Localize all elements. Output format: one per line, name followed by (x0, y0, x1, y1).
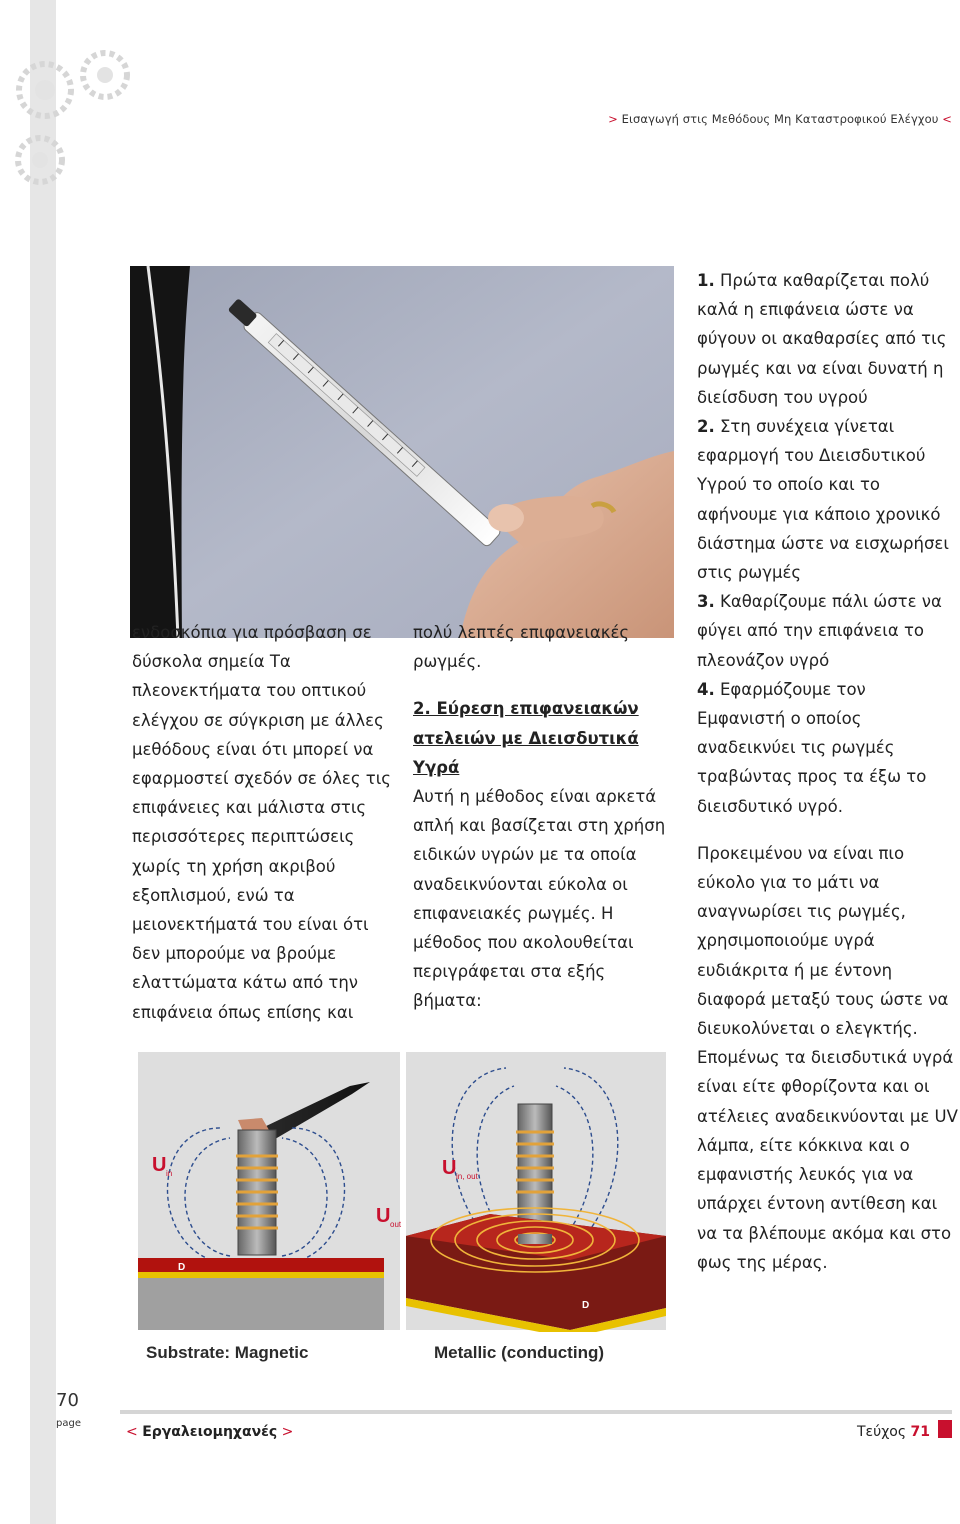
step-3 (697, 587, 959, 675)
section-subheading: 2. Εύρεση επιφανειακών ατελειών με Διεισδυτικά Υγρά (413, 699, 639, 777)
magazine-name (126, 1424, 293, 1440)
right-d-label: D (582, 1300, 590, 1311)
page-number: 70 (56, 1390, 79, 1411)
left-uout-sub: out (390, 1220, 402, 1229)
header-title: Εισαγωγή στις Μεθόδους Μη Καταστροφικού Ελέγχου (621, 112, 939, 126)
column-2 (413, 618, 675, 1016)
col2-intro: πολύ λεπτές επιφανειακές ρωγμές. (413, 623, 630, 672)
col3-closing: Προκειμένου να είναι πιο εύκολο για το μάτι να αναγνωρίσει τις ρωγμές, χρησιμοποιούμε υγρά ευδιάκριτα ή με έντονη διαφορά μεταξύ τους ώστε να διευκολύνεται ο ελεγκτής. Επομένως τα διεισδυτικά υγρά είναι είτε φθορίζοντα και οι ατέλειες αναδεικνύονται με UV λάμπα, είτε κόκκινα και ο εμφανιστής λευκός για να υπάρχει έντονη αντίθεση και να τα βλέπουμε ακόμα και στο φως της μέρας. (697, 843, 958, 1272)
page-word: page (56, 1418, 81, 1429)
issue-info (857, 1424, 930, 1440)
issue-number: 71 (910, 1424, 930, 1440)
step-3-number: 3. (697, 592, 715, 612)
left-uin-label: U (152, 1154, 167, 1176)
step-1 (697, 266, 959, 412)
left-uout-label: U (376, 1205, 391, 1227)
substrate-left-label: Substrate: Magnetic (146, 1343, 309, 1362)
col2-body: Αυτή η μέθοδος είναι αρκετά απλή και βασίζεται στη χρήση ειδικών υγρών με τα οποία αναδεικνύονται εύκολα οι επιφανειακές ρωγμές. Η μέθοδος που ακολουθείται περιγράφεται στα εξής βήματα: (413, 787, 666, 1011)
step-3-text: Καθαρίζουμε πάλι ώστε να φύγει από την επιφάνεια το πλεονάζον υγρό (697, 592, 942, 670)
magazine-right-mark: > (281, 1424, 294, 1440)
magazine-title: Εργαλειομηχανές (142, 1424, 278, 1440)
measurement-diagram (130, 1046, 674, 1376)
side-strip (30, 0, 56, 1524)
step-1-number: 1. (697, 271, 715, 290)
left-d-label: D (178, 1262, 186, 1273)
header-left-mark: > (608, 112, 618, 126)
step-4-text: Εφαρμόζουμε τον Εμφανιστή ο οποίος αναδεικνύει τις ρωγμές τραβώντας προς τα έξω το διεισδυτικό υγρό. (697, 679, 927, 816)
col1-text: ενδοσκόπια για πρόσβαση σε δύσκολα σημεία Τα πλεονεκτήματα του οπτικού ελέγχου σε σύγκριση με άλλες μεθόδους είναι ότι μπορεί να εφαρμοστεί σχεδόν σε όλες τις επιφάνειες και μάλιστα στις περισσότερες περιπτώσεις χωρίς τη χρήση ακριβού εξοπλισμού, ενώ τα μειονεκτήματά του είναι ότι δεν μπορούμε να βρούμε ελαττώματα κάτω από την επιφάνεια όπως επίσης και (132, 623, 391, 1022)
left-uin-sub: in (166, 1169, 173, 1178)
step-2-number: 2. (697, 417, 715, 437)
step-4-number: 4. (697, 679, 715, 699)
column-1 (132, 618, 394, 1027)
substrate-right-label: Metallic (conducting) (434, 1343, 604, 1362)
magazine-left-mark: < (126, 1424, 138, 1440)
step-2 (697, 412, 959, 587)
gauge-photo (130, 266, 674, 638)
step-1-text: Πρώτα καθαρίζεται πολύ καλά η επιφάνεια ώστε να φύγουν οι ακαθαρσίες από τις ρωγμές και να είναι δυνατή η διείσδυση του υγρού (697, 271, 947, 407)
running-header (608, 112, 952, 126)
step-2-text: Στη συνέχεια γίνεται εφαρμογή του Διεισδυτικού Υγρού το οποίο και το αφήνουμε για κάποιο χρονικό διάστημα ώστε να εισχωρήσει στις ρωγμές (697, 417, 949, 583)
column-3 (697, 266, 959, 1277)
header-right-mark: < (942, 112, 952, 126)
right-u-sub: in, out (456, 1172, 478, 1181)
right-u-label: U (442, 1157, 457, 1179)
issue-label: Τεύχος (856, 1424, 907, 1440)
gears-decoration-icon (0, 30, 150, 200)
footer-rule (120, 1410, 952, 1414)
red-square-marker (938, 1420, 952, 1438)
step-4 (697, 675, 959, 821)
